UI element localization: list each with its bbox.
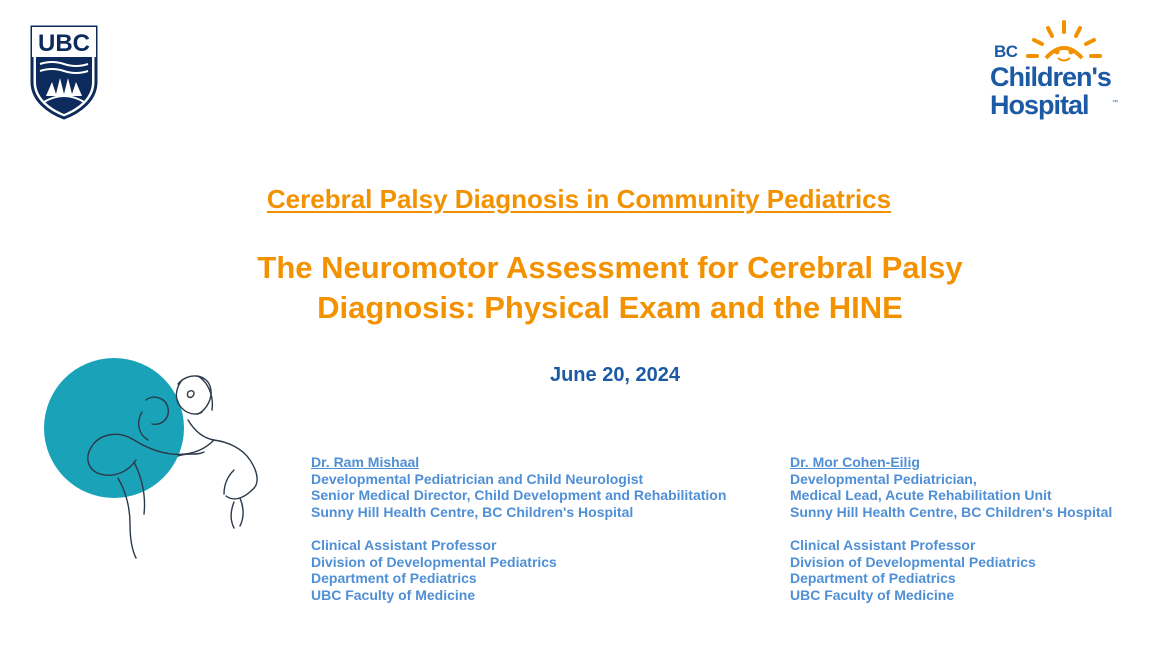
academic-department: Department of Pediatrics bbox=[311, 570, 477, 587]
title-line-1: The Neuromotor Assessment for Cerebral Palsy bbox=[257, 250, 963, 285]
mother-child-illustration bbox=[38, 352, 278, 562]
academic-title: Clinical Assistant Professor bbox=[790, 536, 976, 553]
author-role: Developmental Pediatrician, bbox=[790, 470, 977, 487]
academic-title: Clinical Assistant Professor bbox=[311, 536, 497, 553]
academic-division: Division of Developmental Pediatrics bbox=[311, 553, 557, 570]
author-role: Medical Lead, Acute Rehabilitation Unit bbox=[790, 487, 1052, 504]
author-affiliation: Sunny Hill Health Centre, BC Children's Hospital bbox=[790, 503, 1113, 520]
author-role: Senior Medical Director, Child Development and Rehabilitation bbox=[311, 487, 727, 504]
academic-division: Division of Developmental Pediatrics bbox=[790, 553, 1036, 570]
academic-faculty: UBC Faculty of Medicine bbox=[311, 586, 476, 603]
presentation-title bbox=[160, 248, 1060, 328]
bcch-logo-bc: BC bbox=[994, 42, 1018, 61]
author-name-link[interactable]: Dr. Mor Cohen-Eilig bbox=[790, 454, 920, 470]
bc-childrens-hospital-logo bbox=[988, 20, 1134, 124]
author-name-link[interactable]: Dr. Ram Mishaal bbox=[311, 454, 420, 470]
bcch-logo-trademark: ™ bbox=[1112, 100, 1118, 106]
sun-icon bbox=[1024, 20, 1104, 66]
bcch-logo-hospital: Hospital bbox=[990, 90, 1089, 120]
presentation-date: June 20, 2024 bbox=[549, 364, 681, 386]
teal-circle bbox=[44, 358, 184, 498]
ubc-logo bbox=[28, 24, 100, 120]
author-affiliation: Sunny Hill Health Centre, BC Children's Hospital bbox=[311, 503, 634, 520]
ubc-crest-icon bbox=[28, 24, 100, 120]
title-line-2: Diagnosis: Physical Exam and the HINE bbox=[317, 290, 903, 325]
author-block-cohen-eilig bbox=[790, 454, 1150, 603]
academic-faculty: UBC Faculty of Medicine bbox=[790, 586, 955, 603]
author-block-mishaal bbox=[311, 454, 771, 603]
author-role: Developmental Pediatrician and Child Neurologist bbox=[311, 470, 644, 487]
presentation-subtitle: Cerebral Palsy Diagnosis in Community Pediatrics bbox=[266, 184, 892, 214]
bcch-logo-childrens: Children's bbox=[990, 62, 1111, 92]
academic-department: Department of Pediatrics bbox=[790, 570, 956, 587]
ubc-logo-text: UBC bbox=[38, 30, 90, 57]
